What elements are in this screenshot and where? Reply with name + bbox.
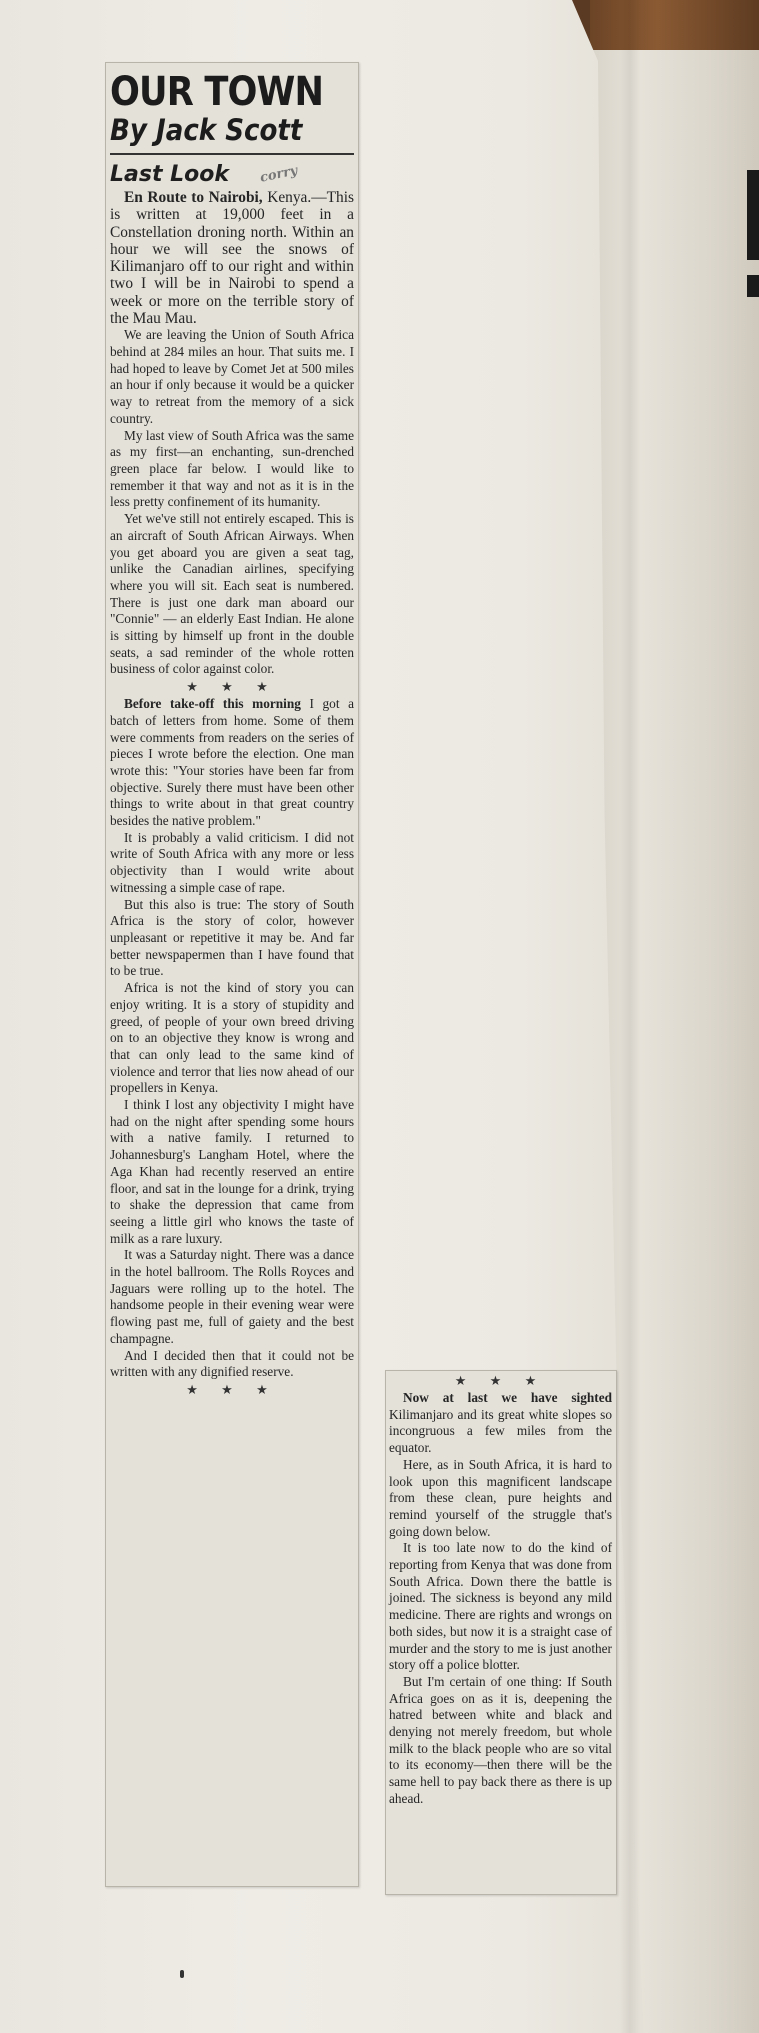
article-paragraph: But I'm certain of one thing: If South Africa goes on as it is, deepening the hatred between white and black and denying not merely freedom, but whole milk to the black people who are so vital to its economy—then there will be the same hell to pay back there as there is up ahead.	[389, 1673, 612, 1806]
article-paragraph: En Route to Nairobi, Kenya.—This is written at 19,000 feet in a Constellation droning north. Within an hour we will see the snows of Kilimanjaro off to our right and within two I will be in Nairobi to spend a week or more on the terrible story of the Mau Mau.	[110, 189, 354, 328]
article-paragraph: Yet we've still not entirely escaped. This is an aircraft of South African Airways. When you get aboard you are given a seat tag, unlike the Canadian airlines, specifying where you will sit. Each seat is numbered. There is just one dark man aboard our "Connie" — an elderly East Indian. He alone is sitting by himself up front in the double seats, a sad reminder of the whole rotten business of color against color.	[110, 511, 354, 677]
article-paragraph: It was a Saturday night. There was a dance in the hotel ballroom. The Rolls Royces and Jaguars were rolling up to the hotel. The handsome people in their evening wear were flowing past me, full of gaiety and the best champagne.	[110, 1247, 354, 1346]
article-paragraph: Here, as in South Africa, it is hard to look upon this magnificent landscape from these clean, pure heights and remind yourself of the struggle that's going down below.	[389, 1456, 612, 1539]
article-paragraph: We are leaving the Union of South Africa behind at 284 miles an hour. That suits me. I had hoped to leave by Comet Jet at 500 miles an hour if only because it would be a quicker way to retreat from the memory of a sick country.	[110, 327, 354, 426]
section-separator: ★ ★ ★	[186, 1381, 278, 1397]
article-paragraph: Africa is not the kind of story you can enjoy writing. It is a story of stupidity and greed, of people of your own breed driving on to an objective they know is wrong and that can only lead to the same kind of violence and terror that lies now ahead of our propellers in Kenya.	[110, 980, 354, 1096]
column-title: OUR TOWN	[110, 69, 324, 115]
handwritten-annotation: corry	[258, 163, 299, 186]
page-fold-shadow	[620, 0, 640, 2033]
section-separator: ★ ★ ★	[454, 1373, 547, 1388]
column-masthead	[110, 71, 354, 147]
article-paragraph: It is too late now to do the kind of reporting from Kenya that was done from South Africa. Down there the battle is joined. The sickness is beyond any mild medicine. There are rights and wrongs on both sides, but now it is a straight case of murder and the story to me is just another story off a police blotter.	[389, 1540, 612, 1673]
article-paragraph: But this also is true: The story of South Africa is the story of color, however unpleasant or repetitive it may be. And far better newspapermen than I have found that to be true.	[110, 896, 354, 979]
article-headline: Last Look corry	[110, 161, 354, 189]
article-paragraph: And I decided then that it could not be written with any dignified reserve.	[110, 1347, 354, 1380]
newspaper-clipping-main	[105, 62, 359, 1887]
article-paragraph: Now at last we have sighted Kilimanjaro and its great white slopes so incongruous a few miles from the equator.	[389, 1390, 612, 1456]
article-paragraph: It is probably a valid criticism. I did not write of South Africa with any more or less objectivity than I would write about witnessing a simple case of rape.	[110, 829, 354, 895]
masthead-rule	[110, 153, 354, 155]
byline: By Jack Scott	[110, 113, 303, 147]
article-paragraph: Before take-off this morning I got a batch of letters from home. Some of them were comments from readers on the series of pieces I wrote before the election. One man wrote this: "Your stories have been far from objective. Surely there must have been other things to write about in that great country besides the native problem."	[110, 696, 354, 829]
article-paragraph: My last view of South Africa was the same as my first—an enchanting, sun-drenched green place far below. I would like to remember it that way and not as it is in the less pretty confinement of its humanity.	[110, 427, 354, 510]
section-separator: ★ ★ ★	[186, 679, 278, 695]
page-mark	[180, 1970, 184, 1978]
newspaper-clipping-continuation	[385, 1370, 617, 1895]
article-paragraph: I think I lost any objectivity I might have had on the night after spending some hours with a native family. I returned to Johannesburg's Langham Hotel, where the Aga Khan had recently reserved an entire floor, and sat in the lounge for a drink, trying to shake the depression that came from seeing a little girl who knows the taste of milk as a rare luxury.	[110, 1097, 354, 1246]
